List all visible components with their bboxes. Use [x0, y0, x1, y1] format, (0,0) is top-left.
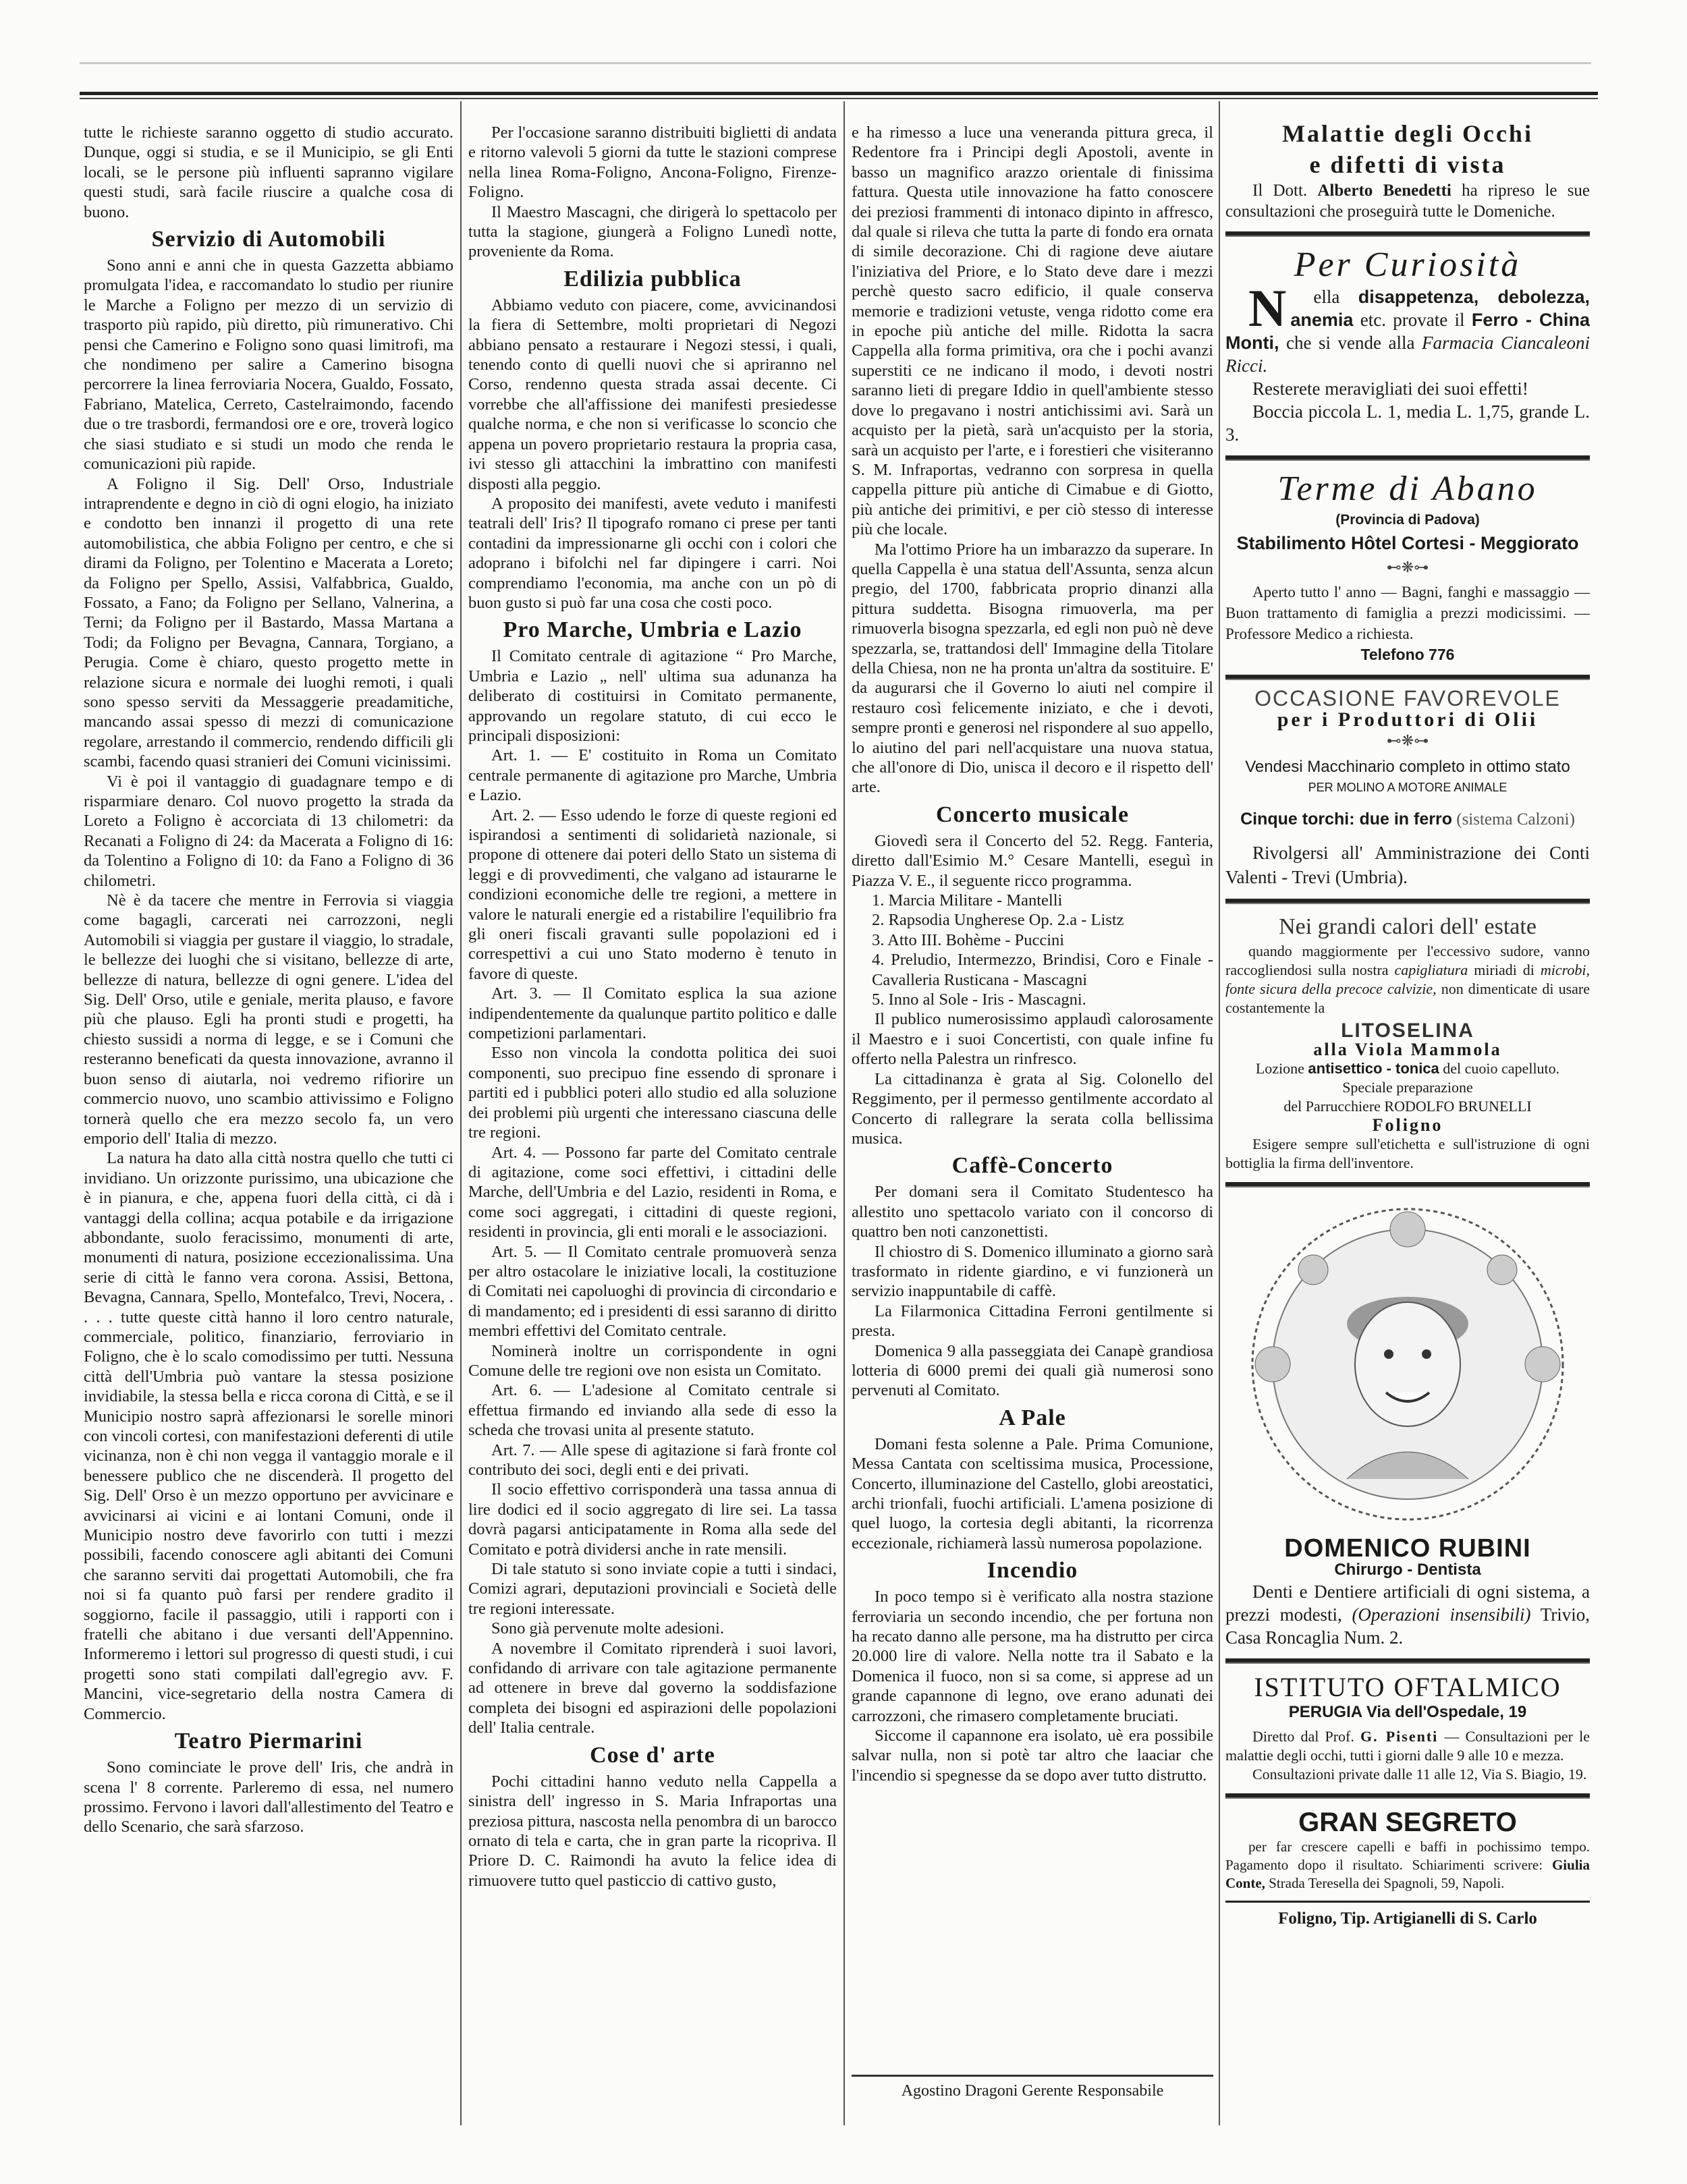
paragraph: A novembre il Comitato riprenderà i suoi lavori, confidando di arrivare con tale agitazione permanente ad ottenere in breve dal governo la soddisfazione completa dei bisogni ed aspirazioni delle popolazioni dell' Italia centrale. — [468, 1639, 837, 1737]
text: Strada Teresella dei Spagnoli, 59, Napoli. — [1269, 1875, 1505, 1891]
product-name: LITOSELINA — [1341, 1019, 1474, 1042]
ad-city: Foligno — [1372, 1115, 1443, 1135]
program-item: 1. Marcia Militare - Mantelli — [872, 891, 1063, 910]
divider — [1225, 455, 1590, 461]
ad-line: Consultazioni private dalle 11 alle 12, Via S. Biagio, 19. — [1252, 1766, 1587, 1783]
ornament-icon: ⊷❋⊶ — [1386, 732, 1429, 749]
doctor-name: G. Pisenti — [1360, 1728, 1439, 1745]
divider — [1225, 231, 1590, 237]
ad-domenico-rubini — [1225, 1196, 1590, 1664]
article-heading: Incendio — [987, 1558, 1078, 1584]
text: ella — [1313, 287, 1340, 307]
ad-gran-segreto — [1225, 1807, 1590, 1928]
program-item: 4. Preludio, Intermezzo, Brindisi, Coro e Finale - Cavalleria Rusticana - Mascagni — [872, 951, 1213, 989]
ad-body — [1225, 1838, 1590, 1893]
ad-per-curiosita — [1225, 245, 1590, 461]
ad-body — [1225, 1727, 1590, 1765]
ad-title: e difetti di vista — [1309, 151, 1506, 178]
text: non dimenticate di usare costantemente la — [1225, 980, 1590, 1016]
article-heading: A Pale — [999, 1405, 1066, 1430]
ad-title: Per Curiosità — [1294, 246, 1522, 284]
ad-address: PERUGIA Via dell'Ospedale, 19 — [1288, 1703, 1527, 1721]
paragraph: A proposito dei manifesti, avete veduto i manifesti teatrali dell' Iris? Il tipografo romano ci prese per tanti contadini da impressionarne gli occhi con i colori che adoprano i bifolchi nel far dipingere i carri. Noi comprendiamo l'economia, ma anche con un pò di buon gusto si può far una cosa che costi poco. — [468, 494, 837, 612]
ad-body — [1225, 279, 1591, 377]
paragraph: Vi è poi il vantaggio di guadagnare tempo e di risparmiare denaro. Col nuovo progetto la strada da Loreto a Foligno è accorciata di 13 chilometri: da Recanati a Foligno di 24: da Macerata a Foligno di 16: da Tolentino a Foligno di 10: da Fano a Foligno di 36 chilometri. — [84, 772, 453, 890]
paragraph: tutte le richieste saranno oggetto di studio accurato. Dunque, oggi si studia, e se il Municipio, se gli Enti locali, se le persone più influenti sapranno vigilare questi studi, sarà facile riuscire a qualche cosa di buono. — [84, 123, 453, 221]
contact-name: Giulia Conte, — [1225, 1857, 1590, 1891]
text: quando maggiormente per l'eccessivo sudore, vanno raccogliendosi sulla nostra — [1225, 943, 1590, 978]
text: microbi, fonte sicura della precoce calvizie, — [1225, 961, 1591, 997]
text: (sistema Calzoni) — [1456, 810, 1575, 829]
text: per far crescere capelli e baffi in pochissimo tempo. Pagamento dopo il risultato. Schiarimenti scrivere: — [1225, 1839, 1590, 1873]
header-rule — [80, 92, 1598, 95]
text: Denti e Dentiere artificiali di ogni sistema, a prezzi modesti, — [1225, 1581, 1590, 1625]
paragraph: Sono già pervenute molte adesioni. — [491, 1619, 724, 1638]
ad-line: PER MOLINO A MOTORE ANIMALE — [1308, 781, 1508, 794]
text: Cinque torchi: due in ferro — [1240, 810, 1452, 829]
gerente-responsabile: Agostino Dragoni Gerente Responsabile — [852, 2075, 1213, 2100]
printer-imprint: Foligno, Tip. Artigianelli di S. Carlo — [1225, 1901, 1590, 1928]
article-heading: Caffè-Concerto — [951, 1153, 1113, 1179]
column-divider — [844, 101, 845, 2125]
ad-body — [1225, 1580, 1590, 1649]
article-heading: Cose d' arte — [590, 1742, 715, 1768]
column-divider — [460, 101, 462, 2125]
dentist-portrait-medallion — [1232, 1196, 1583, 1533]
ad-malattie-occhi — [1225, 118, 1590, 237]
paragraph: Il Comitato centrale di agitazione “ Pro Marche, Umbria e Lazio „ nell' ultima sua adunanza ha deliberato di costituirsi in Comitato permanente, approvando un regolare statuto, di cui ecco le principali disposizioni: — [468, 647, 837, 745]
ad-title: Malattie degli Occhi — [1282, 120, 1533, 147]
text: che si vende alla — [1286, 333, 1415, 353]
pharmacy-name: Farmacia Ciancaleoni Ricci. — [1225, 333, 1591, 376]
drop-cap: N — [1248, 279, 1287, 337]
ad-subtitle: per i Produttori di Olii — [1277, 708, 1539, 731]
paragraph: Per l'occasione saranno distribuiti biglietti di andata e ritorno valevoli 5 giorni da tutte le stazioni comprese nella linea Roma-Foligno, Ancona-Foligno, Firenze-Foligno. — [468, 123, 837, 202]
ornament-icon: ⊷❋⊶ — [1386, 559, 1429, 576]
ad-title: ISTITUTO OFTALMICO — [1254, 1672, 1561, 1702]
text: Diretto dal Prof. — [1252, 1728, 1354, 1745]
ad-line — [1225, 1059, 1590, 1078]
paragraph: Domani festa solenne a Pale. Prima Comunione, Messa Cantata con sceltissima musica, Processione, Concerto, illuminazione del Castello, globi areostatici, archi trionfali, fuochi artificiali. L'amena posizione di quel luogo, la cortesia degli abitanti, la ricorrenza eccezionale, richiamerà lassù numerosa popolazione. — [852, 1434, 1213, 1552]
program-item: 5. Inno al Sole - Iris - Mascagni. — [872, 990, 1086, 1009]
product-name: Ferro - China Monti, — [1225, 310, 1591, 353]
program-item: 2. Rapsodia Ungherese Op. 2.a - Listz — [872, 911, 1124, 930]
paragraph: La natura ha dato alla città nostra quello che tutti ci invidiano. Un orizzonte purissimo, una ubicazione che è in pianura, e che, appena fuori della città, ci dà i vantaggi della collina; acqua potabile e da irrigazione abbondante, suolo feracissimo, monumenti di arte, monumenti di natura, posizione eccezionalissima. Una serie di città le fanno vera corona. Assisi, Bettona, Bevagna, Cannara, Spello, Montefalco, Trevi, Nocera, . . . . tutte queste città hanno il loro centro naturale, commerciale, politico, finanziario, ferroviario in Foligno, che è lo scalo comodissimo per tutti. Nessuna città dell'Umbria può vantare la stessa posizione invidiabile, la stessa bella e ricca corona di Città, e se il Municipio nostro saprà affezionarsi le sorelle minori con vincoli cortesi, con manifestazioni deferenti di utile vicinanza, non è chi non vegga il vantaggio morale e il benessere publico che ne discenderà. Il progetto del Sig. Dell' Orso è un mezzo opportuno per avvicinare e avvicinarsi ai vicini e ai lontani Comuni, onde il Municipio nostro deve favorirlo con tutti i mezzi possibili, facendo conoscere agli abitanti dei Comuni che saranno serviti dai progettati Automobili, che fra noi si fa quanto può farsi per rendere gradito il soggiorno, facile il passaggio, utili i rapporti con i fratelli che abitano i due versanti dell'Appennino. Informeremo i lettori sul progresso di questi studi, i cui progetti sono stati compilati dall'egregio avv. F. Mancini, vice-segretario della nostra Camera di Commercio. — [84, 1149, 453, 1723]
divider — [1225, 1182, 1590, 1187]
paragraph: Art. 4. — Possono far parte del Comitato centrale di agitazione, come soci effettivi, i cittadini delle Marche, dell'Umbria e del Lazio, residenti in Roma, e come soci aggregati, i cittadini di queste regioni, residenti in provincia, gli enti morali e le associazioni. — [468, 1143, 837, 1241]
article-heading: Concerto musicale — [935, 802, 1130, 827]
paragraph: Siccome il capannone era isolato, uè era possibile salvar nulla, non si potè tar altro che laaciar che l'incendio si spegnesse da se dopo aver tutto distrutto. — [852, 1727, 1213, 1785]
advertisements-column — [1225, 118, 1590, 1928]
ad-line: del Parrucchiere RODOLFO BRUNELLI — [1283, 1098, 1532, 1115]
text: Trivio, Casa Roncaglia Num. 2. — [1225, 1604, 1590, 1648]
hotel-name: Stabilimento Hôtel Cortesi - Meggiorato — [1236, 533, 1579, 553]
text: (Operazioni insensibili) — [1352, 1604, 1531, 1625]
paragraph: Il publico numerosissimo applaudì calorosamente il Maestro e i suoi Concertisti, con quale infine fu offerto nella Palestra un rinfresco. — [852, 1010, 1213, 1069]
ad-title: Terme di Abano — [1277, 470, 1538, 508]
paragraph: Art. 7. — Alle spese di agitazione si farà fronte col contributo dei soci, degli enti e dei privati. — [468, 1440, 837, 1479]
ad-title: GRAN SEGRETO — [1298, 1808, 1517, 1837]
article-heading: Teatro Piermarini — [174, 1729, 363, 1754]
column-divider — [1219, 101, 1220, 2125]
paragraph: Art. 1. — E' costituito in Roma un Comitato centrale permanente di agitazione pro Marche, Umbria e Lazio. — [468, 746, 837, 805]
ad-line: Esigere sempre sull'etichetta e sull'istruzione di ogni bottiglia la firma dell'inventore. — [1225, 1136, 1590, 1171]
text: antisettico - tonica — [1308, 1060, 1439, 1077]
paragraph: Sono cominciate le prove dell' Iris, che andrà in scena l' 8 corrente. Parleremo di essa, nel numero prossimo. Fervono i lavori dall'allestimento del Teatro e dello Scenario, che sarà sfarzoso. — [84, 1758, 453, 1837]
ad-title: Nei grandi calori dell' estate — [1279, 914, 1537, 939]
text: miriadi di — [1474, 961, 1534, 978]
paragraph: Nè è da tacere che mentre in Ferrovia si viaggia come bagagli, carcerati nei carrozzoni, negli Automobili si viaggia per gustare il viaggio, lo stradale, le bellezze dei luoghi che si visitano, bellezze di arte, bellezze di natura, bellezze di ogni genere. L'idea del Sig. Dell' Orso, utile e geniale, merita plauso, e favore più che plauso. Egli ha pronti studi e progetti, ha chiesto sussidi a norma di legge, e se i Comuni che resteranno beneficati da questa innovazione, avranno il buon senso di aiutarla, noi vedremo rifiorire un commercio nuovo, uno scambio attivissimo e Foligno tornerà quello che era mezzo secolo fa, un vero emporio dell' Italia di mezzo. — [84, 891, 453, 1148]
ad-line — [1225, 809, 1590, 830]
dentist-role: Chirurgo - Dentista — [1334, 1561, 1481, 1579]
column-2 — [468, 123, 837, 1891]
paragraph: Esso non vincola la condotta politica dei suoi componenti, suo precipuo fine essendo di spronare i partiti ed i pubblici poteri allo studio ed alla soluzione dei problemi più urgenti che interessano ciascuna delle tre regioni. — [468, 1044, 837, 1142]
paragraph: Art. 6. — L'adesione al Comitato centrale si effettua firmando ed inviando alla sede di esso la scheda che trovasi unita al presente statuto. — [468, 1381, 837, 1440]
divider — [1225, 1658, 1590, 1664]
text: — Consultazioni per le malattie degli occhi, tutti i giorni dalle 9 alle 10 e mezza. — [1225, 1728, 1590, 1764]
paragraph: e ha rimesso a luce una veneranda pittura greca, il Redentore fra i Principi degli Apostoli, avente in basso un magnifico arazzo orientale di finissima fattura. Questa utile innovazione ha fatto conoscere dei preziosi frammenti di intonaco dipinto in affresco, dal quale si rileva che tutta la parte di fondo era ornata di simile decorazione. Chi di ragione deve aiutare l'iniziativa del Priore, e lo Stato deve dare i mezzi perchè questo sacro edificio, il quale conserva memorie e tradizioni vetuste, venga ridotto come era in epoche più antiche del mille. Ridotta la sacra Cappella alla forma primitiva, ora che i pochi avanzi superstiti ce ne indicano il modo, i devoti nostri saranno lieti di pregare Iddio in quell'ambiente stesso dove lo pregavano i nostri antichissimi avi. Sarà un acquisto per la pietà, sarà un'acquisto per la storia, sarà un acquisto per l'arte, e i forestieri che visiteranno S. M. Infraportas, vedranno con sorpresa in quella cappella pitture più antiche di Cimabue e di Giotto, più antiche dei primitivi, e per ciò stesso di interesse più che locale. — [852, 123, 1213, 539]
ad-subtitle: (Provincia di Padova) — [1335, 512, 1480, 528]
ad-prices: Boccia piccola L. 1, media L. 1,75, grande L. 3. — [1225, 401, 1590, 445]
text: capigliatura — [1394, 961, 1468, 978]
text: ha ripreso le sue consultazioni che proseguirà tutte le Domeniche. — [1225, 181, 1591, 221]
paragraph: A Foligno il Sig. Dell' Orso, Industriale intraprendente e degno in ciò di ogni elogio, ha iniziato e condotto ben innanzi il progetto di una rete automobilistica, che abbia Foligno per centro, e che si dirami da Foligno, per Tolentino e Macerata a Loreto; da Foligno per Spello, Assisi, Valfabbrica, Gualdo, Fossato, a Fano; da Foligno per Sellano, Valnerina, a Terni; da Foligno per il Bastardo, Massa Martana a Todi; da Foligno per Bevagna, Cannara, Torgiano, a Perugia. Come è chiaro, questo progetto mette in relazione sicura e normale dei luoghi remoti, i quali sono spesso serviti da Messaggerie preadamitiche, mancando assai spesso di mezzi di comunicazione regolare, arrestando il commercio, rendendo difficili gli scambi, facendo quasi stranieri dei Comuni vicinissimi. — [84, 474, 453, 771]
ad-litoselina — [1225, 912, 1590, 1187]
ad-occasione-olii — [1225, 688, 1590, 904]
ad-contact: Rivolgersi all' Amministrazione dei Conti Valenti - Trevi (Umbria). — [1225, 843, 1590, 887]
article-heading: Pro Marche, Umbria e Lazio — [503, 617, 802, 643]
ad-line: Vendesi Macchinario completo in ottimo stato — [1245, 758, 1570, 776]
paragraph: Giovedì sera il Concerto del 52. Regg. Fanteria, diretto dall'Esimio M.° Cesare Mantelli, eseguì in Piazza V. E., il seguente ricco programma. — [852, 831, 1213, 890]
paragraph: La cittadinanza è grata al Sig. Colonello del Reggimento, per il permesso gentilmente accordato al Concerto di rallegrare la serata colla bellissima musica. — [852, 1069, 1213, 1148]
paragraph: Di tale statuto si sono inviate copie a tutti i sindaci, Comizi agrari, deputazioni provinciali e Società delle tre regioni interessate. — [468, 1560, 837, 1618]
ad-line: Speciale preparazione — [1342, 1079, 1473, 1096]
paragraph: Domenica 9 alla passeggiata dei Canapè grandiosa lotteria di 6000 premi dei quali già numerosi sono pervenuti al Comitato. — [852, 1341, 1213, 1400]
product-subtitle: alla Viola Mammola — [1313, 1040, 1502, 1059]
divider — [1225, 1793, 1590, 1799]
paragraph: Art. 5. — Il Comitato centrale promuoverà senza per altro ostacolare le iniziative locali, la costituzione di Comitati nei capoluoghi di provincia di circondario e di mandamento; ed i presidenti di essi saranno di diritto membri effettivi del Comitato centrale. — [468, 1242, 837, 1341]
doctor-name: Alberto Benedetti — [1317, 181, 1451, 200]
dentist-name: DOMENICO RUBINI — [1284, 1534, 1531, 1563]
paragraph: In poco tempo si è verificato alla nostra stazione ferroviaria un secondo incendio, che per fortuna non ha recato danno alle persone, ma ha distrutto per circa 20.000 lire di valore. Nella notte tra il Sabato e la Domenica il fuoco, non si sa come, si apprese ad un grande capannone di legno, ove erano adunati dei carrozzoni, che rimasero completamente bruciati. — [852, 1588, 1213, 1725]
paragraph: Art. 3. — Il Comitato esplica la sua azione indipendentemente da qualunque partito politico e dalle competizioni parlamentari. — [468, 984, 837, 1043]
paragraph: Il Maestro Mascagni, che dirigerà lo spettacolo per tutta la stagione, giungerà a Foligno Lunedì notte, proveniente da Roma. — [468, 202, 837, 261]
text: disappetenza, debolezza, anemia — [1290, 287, 1590, 330]
paragraph: Sono anni e anni che in questa Gazzetta abbiamo promulgata l'idea, e raccomandato lo studio per riunire le Marche a Foligno per mezzo di un servizio di trasporto più rapido, più diretto, più rimunerativo. Chi pensi che Camerino e Foligno sono quasi limitrofi, ma che nondimeno per salire a Camerino bisogna percorrere la linea ferroviaria Nocera, Gualdo, Fossato, Fabriano, Matelica, Cerreto, Castelraimondo, facendo due o tre trasbordi, fermandosi ore e ore, troverà logico che siasi studiato e si studi un modo che renda le comunicazioni più rapide. — [84, 256, 453, 474]
ad-istituto-oftalmico — [1225, 1672, 1590, 1799]
program-item: 3. Atto III. Bohème - Puccini — [872, 930, 1065, 949]
ad-body — [1225, 180, 1590, 222]
paragraph: Nominerà inoltre un corrispondente in ogni Comune delle tre regioni ove non esista un Comitato. — [468, 1341, 837, 1380]
text: del cuoio capelluto. — [1443, 1060, 1560, 1077]
paragraph: La Filarmonica Cittadina Ferroni gentilmente si presta. — [852, 1301, 1213, 1341]
paragraph: Il chiostro di S. Domenico illuminato a giorno sarà trasformato in ridente giardino, e vi funzionerà un servizio inappuntabile di caffè. — [852, 1242, 1213, 1301]
paragraph: Ma l'ottimo Priore ha un imbarazzo da superare. In quella Cappella è una statua dell'Assunta, senza alcun pregio, del 1700, fabbricata proprio dinanzi alla pittura suddetta. Bisogna rimuoverla, ma per rimuoverla bisogna spezzarla, ed egli non può nè deve spezzarla, se, trattandosi dell' Immagine della Titolare della Chiesa, non ne ha pronta un'altra da sostituire. E' da augurarsi che il Governo lo aiuti nel compire il restauro così felicemente iniziato, e che i devoti, sempre pronti e generosi nel rispondere al suo appello, lo aiutino del pari nell'acquistare una nuova statua, che all'onore di Dio, unisca il decoro e il rispetto dell' arte. — [852, 540, 1213, 797]
ad-line: Resterete meravigliati dei suoi effetti! — [1252, 379, 1528, 399]
ad-terme-abano — [1225, 469, 1590, 680]
ad-title: OCCASIONE FAVOREVOLE — [1254, 686, 1561, 710]
ad-body — [1225, 942, 1590, 1017]
paragraph: Per domani sera il Comitato Studentesco ha allestito uno spettacolo variato con il concorso di quattro ben noti canzonettisti. — [852, 1183, 1213, 1241]
paragraph: Art. 2. — Esso udendo le forze di queste regioni ed ispirandosi a sentimenti di solidarietà nazionale, si propone di ottenere dai poteri dello Stato un sistema di leggi e di provvedimenti, che valgano ad istaurarne le condizioni economiche delle tre regioni, a mettere in valore le naturali energie ed a ristabilire l'equilibrio fra gli oneri fiscali gravanti sulle popolazioni ed i correspettivi a cui uno Stato moderno è tenuto in favore di queste. — [468, 806, 837, 983]
divider — [1225, 675, 1590, 680]
article-heading: Edilizia pubblica — [563, 266, 742, 291]
divider — [1225, 899, 1590, 904]
column-3 — [852, 123, 1213, 1785]
top-faint-rule — [80, 62, 1591, 64]
paragraph: Il socio effettivo corrisponderà una tassa annua di lire dodici ed il socio aggregato di lire sei. La tassa dovrà pagarsi anticipatamente in Roma alla sede del Comitato e potrà dividersi anche in rate mensili. — [468, 1480, 837, 1559]
ad-body: Aperto tutto l' anno — Bagni, fanghi e massaggio — Buon trattamento di famiglia a prezzi modicissimi. — Professore Medico a richiesta. — [1225, 584, 1590, 642]
text: etc. provate il — [1360, 310, 1465, 330]
column-1 — [84, 123, 453, 1837]
article-heading: Servizio di Automobili — [151, 227, 386, 252]
text: Lozione — [1255, 1060, 1304, 1077]
telephone: Telefono 776 — [1360, 646, 1455, 663]
header-rule-thin — [80, 98, 1598, 99]
paragraph: Pochi cittadini hanno veduto nella Cappella a sinistra dell' ingresso in S. Maria Infraportas una preziosa pittura, nascosta nella penombra di un barocco ornato di tela e carta, che in gran parte la ricopriva. Il Priore D. C. Raimondi ha avuto la felice idea di rimuovere tutto quel pasticcio di cattivo gusto, — [468, 1772, 837, 1890]
text: Il Dott. — [1252, 181, 1308, 200]
paragraph: Abbiamo veduto con piacere, come, avvicinandosi la fiera di Settembre, molti proprietari di Negozi abbiano pensato a restaurare i Negozi stessi, i quali, tenendo conto di quelli nuovi che si apriranno nel Corso, rendenno questa strada assai decente. Ci vorrebbe che all'affissione dei manifesti presiedesse qualche norma, e che non si verificasse lo sconcio che appena un povero proprietario restaura la propria casa, ivi stesso gli attacchini la imbrattino con manifesti disposti alla peggio. — [468, 296, 837, 493]
